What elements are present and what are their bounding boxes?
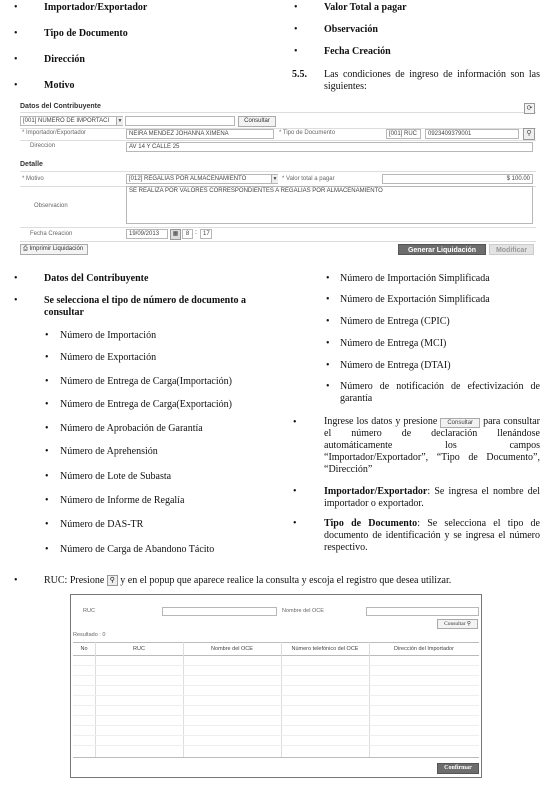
imp-label: * Importador/Exportador	[22, 130, 87, 136]
list-item: Número de DAS-TR	[60, 519, 144, 530]
minuto-input[interactable]: 17	[200, 229, 212, 239]
bullet: •	[293, 417, 297, 428]
ruc-instruction: RUC: Presione ⚲ y en el popup que aparece realice la consulta y escoja el registro que desea utilizar.	[44, 575, 452, 586]
bullet: •	[14, 295, 18, 306]
bullet: •	[45, 423, 49, 434]
tipo-paragraph: Tipo de Documento: Se selecciona el tipo de documento de identificación y se ingresa el número respectivo.	[324, 518, 540, 553]
bullet: •	[326, 360, 330, 371]
printer-icon: ⎙	[23, 246, 30, 252]
bullet: •	[45, 471, 49, 482]
bullet: •	[326, 338, 330, 349]
list-item: Número de Aprobación de Garantía	[60, 423, 203, 434]
bullet: •	[293, 518, 297, 529]
bullet: •	[45, 352, 49, 363]
list-item: Número de Lote de Subasta	[60, 471, 172, 482]
bullet: •	[45, 399, 49, 410]
obs-textarea[interactable]: SE REALIZA POR VALORES CORRESPONDIENTES A REGALIAS POR ALMACENAMIENTO	[126, 186, 533, 224]
list-item: Observación	[324, 24, 378, 35]
doc-type-select[interactable]: [001] NUMERO DE IMPORTACI	[20, 116, 123, 126]
modificar-button[interactable]: Modificar	[489, 244, 534, 255]
popup-nombre-input[interactable]	[366, 607, 479, 616]
contrib-section-title: Datos del Contribuyente	[20, 103, 101, 110]
list-item: Número de Entrega (DTAI)	[340, 360, 451, 371]
bullet: •	[293, 486, 297, 497]
list-item: Tipo de Documento	[44, 28, 128, 39]
valor-input[interactable]: $ 100.00	[382, 174, 533, 184]
list-item: Número de Importación Simplificada	[340, 273, 490, 284]
bullet: •	[14, 575, 18, 586]
obs-label: Observacion	[34, 203, 68, 209]
detalle-section-title: Detalle	[20, 161, 43, 168]
bullet: •	[14, 2, 18, 13]
bullet: •	[294, 24, 298, 35]
bullet: •	[326, 294, 330, 305]
list-item: Fecha Creación	[324, 46, 391, 57]
col-header-no: No	[80, 646, 88, 652]
ruc-popup	[70, 594, 482, 778]
popup-ruc-input[interactable]	[162, 607, 277, 616]
bullet: •	[45, 519, 49, 530]
col-header-telefono: Número telefónico del OCE	[291, 646, 359, 652]
list-item: Número de Entrega (MCI)	[340, 338, 447, 349]
fecha-label: Fecha Creacion	[30, 231, 73, 237]
popup-consultar-button[interactable]: Consultar ⚲	[437, 619, 478, 629]
popup-ruc-label: RUC	[83, 608, 95, 614]
list-item: Número de Exportación	[60, 352, 157, 363]
search-icon: ⚲	[107, 575, 118, 586]
list-item: Número de Exportación Simplificada	[340, 294, 490, 305]
list-item: Datos del Contribuyente	[44, 273, 149, 284]
tipo-doc-label: * Tipo de Documento	[279, 130, 336, 136]
bullet: •	[45, 544, 49, 555]
consultar-button[interactable]: Consultar	[238, 116, 276, 127]
section-text: Las condiciones de ingreso de información son las siguientes:	[324, 69, 540, 92]
calendar-icon[interactable]: ▦	[170, 229, 181, 240]
imprimir-button[interactable]: ⎙ Imprimir Liquidación	[20, 244, 88, 255]
list-item: Número de Carga de Abandono Tácito	[60, 544, 215, 555]
bullet: •	[45, 446, 49, 457]
refresh-icon[interactable]: ⟳	[524, 103, 535, 114]
col-header-direccion: Dirección del Importador	[394, 646, 454, 652]
doc-number-input[interactable]	[125, 116, 235, 126]
section-number: 5.5.	[292, 69, 307, 80]
list-item: Número de Entrega de Carga(Exportación)	[60, 399, 232, 410]
list-item: Valor Total a pagar	[324, 2, 407, 13]
popup-nombre-label: Nombre del OCE	[282, 608, 324, 614]
bullet: •	[14, 54, 18, 65]
list-item: Dirección	[44, 54, 85, 65]
dir-input[interactable]: AV 14 Y CALLE 25	[126, 142, 533, 152]
bullet: •	[45, 495, 49, 506]
list-item: Número de Entrega de Carga(Importación)	[60, 376, 232, 387]
motivo-label: * Motivo	[22, 176, 44, 182]
list-item: Motivo	[44, 80, 75, 91]
list-item: Número de Aprehensión	[60, 446, 158, 457]
dir-label: Direccion	[30, 143, 56, 149]
bullet: •	[14, 28, 18, 39]
imp-paragraph: Importador/Exportador: Se ingresa el nombre del importador o exportador.	[324, 486, 540, 509]
fecha-input[interactable]: 19/09/2013	[126, 229, 168, 239]
chevron-down-icon[interactable]: ▼	[272, 176, 278, 182]
list-item: Número de Entrega (CPIC)	[340, 316, 450, 327]
list-item: Importador/Exportador	[44, 2, 148, 13]
list-item: Número de notificación de efectivización de garantía	[340, 381, 540, 404]
search-icon: ⚲	[466, 621, 471, 627]
bullet: •	[294, 2, 298, 13]
tipo-doc-select[interactable]: [001] RUC	[386, 129, 421, 139]
bullet: •	[45, 376, 49, 387]
bullet: •	[14, 273, 18, 284]
list-item: Número de Informe de Regalía	[60, 495, 185, 506]
ingrese-paragraph: Ingrese los datos y presione Consultar para consultar el número de declaración llenándose automáticamente los campos “Importador/Exportador”, “Tipo de Documento”, “Dirección”	[324, 416, 541, 475]
valor-label: * Valor total a pagar	[282, 176, 335, 182]
hora-input[interactable]: 8	[182, 229, 193, 239]
ruc-input[interactable]: 0923409379001	[425, 129, 519, 139]
col-header-ruc: RUC	[133, 646, 145, 652]
confirmar-button[interactable]: Confirmar	[437, 763, 479, 774]
bullet: •	[326, 273, 330, 284]
generar-button[interactable]: Generar Liquidación	[398, 244, 486, 255]
bullet: •	[45, 330, 49, 341]
chevron-down-icon[interactable]: ▼	[117, 118, 123, 124]
imp-input[interactable]: NEIRA MENDEZ JOHANNA XIMENA	[126, 129, 274, 139]
bullet: •	[294, 46, 298, 57]
col-header-nombre: Nombre del OCE	[211, 646, 253, 652]
list-item: Se selecciona el tipo de número de documento a consultar	[44, 295, 247, 318]
list-item: Número de Importación	[60, 330, 157, 341]
bullet: •	[326, 316, 330, 327]
bullet: •	[326, 381, 330, 392]
search-icon[interactable]: ⚲	[523, 128, 535, 140]
bullet: •	[14, 80, 18, 91]
motivo-select[interactable]: [012] REGALIAS POR ALMACENAMIENTO	[126, 174, 278, 184]
consultar-inline-button: Consultar	[440, 418, 480, 428]
popup-resultado: Resultado : 0	[73, 632, 106, 638]
time-separator: :	[195, 229, 197, 236]
